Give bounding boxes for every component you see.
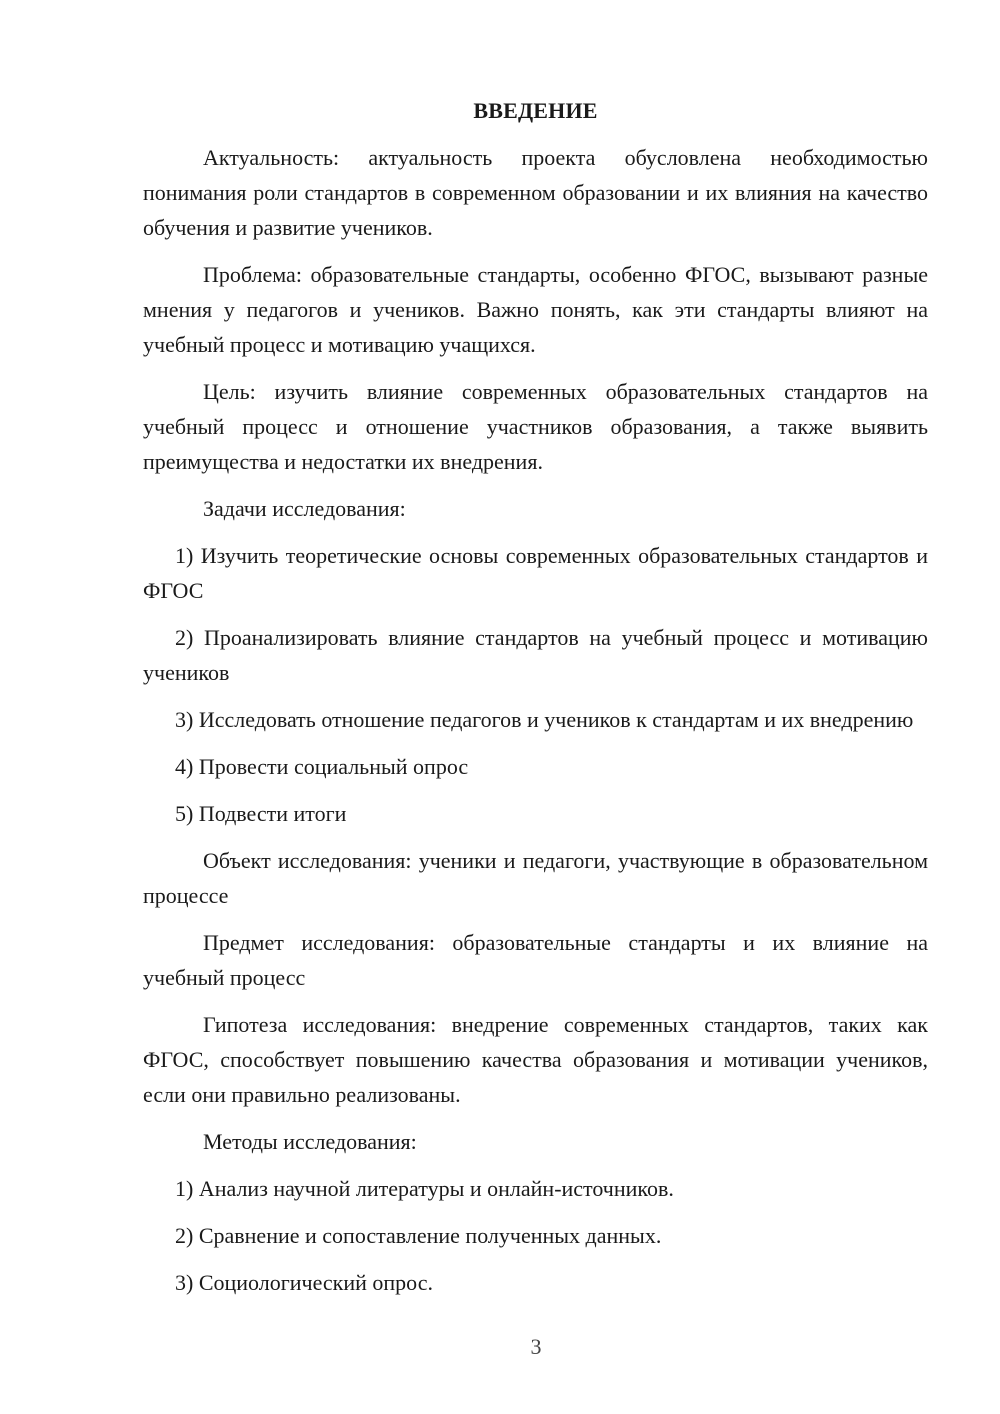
task-item-1: 1) Изучить теоретические основы современных образовательных стандартов и ФГОС <box>143 543 928 603</box>
task-item-2: 2) Проанализировать влияние стандартов на учебный процесс и мотивацию учеников <box>143 625 928 685</box>
subject-paragraph: Предмет исследования: образовательные стандарты и их влияние на учебный процесс <box>143 930 928 990</box>
method-item-2: 2) Сравнение и сопоставление полученных данных. <box>175 1223 662 1248</box>
goal-paragraph: Цель: изучить влияние современных образовательных стандартов на учебный процесс и отношение участников образования, а также выявить преимущества и недостатки их внедрения. <box>143 379 928 474</box>
document-page <box>143 96 928 1312</box>
object-paragraph: Объект исследования: ученики и педагоги, участвующие в образовательном процессе <box>143 848 928 908</box>
problem-paragraph: Проблема: образовательные стандарты, особенно ФГОС, вызывают разные мнения у педагогов и учеников. Важно понять, как эти стандарты влияют на учебный процесс и мотивацию учащихся. <box>143 262 928 357</box>
tasks-heading: Задачи исследования: <box>203 496 406 521</box>
task-item-5: 5) Подвести итоги <box>175 801 347 826</box>
task-item-4: 4) Провести социальный опрос <box>175 754 469 779</box>
task-item-3: 3) Исследовать отношение педагогов и учеников к стандартам и их внедрению <box>175 707 914 732</box>
hypothesis-paragraph: Гипотеза исследования: внедрение современных стандартов, таких как ФГОС, способствует повышению качества образования и мотивации учеников, если они правильно реализованы. <box>143 1012 928 1107</box>
page-number: 3 <box>530 1334 542 1359</box>
relevance-paragraph: Актуальность: актуальность проекта обусловлена необходимостью понимания роли стандартов в современном образовании и их влияния на качество обучения и развитие учеников. <box>143 145 928 240</box>
method-item-3: 3) Социологический опрос. <box>175 1270 433 1295</box>
method-item-1: 1) Анализ научной литературы и онлайн-источников. <box>175 1176 674 1201</box>
page-title: ВВЕДЕНИЕ <box>473 98 598 123</box>
methods-heading: Методы исследования: <box>203 1129 417 1154</box>
